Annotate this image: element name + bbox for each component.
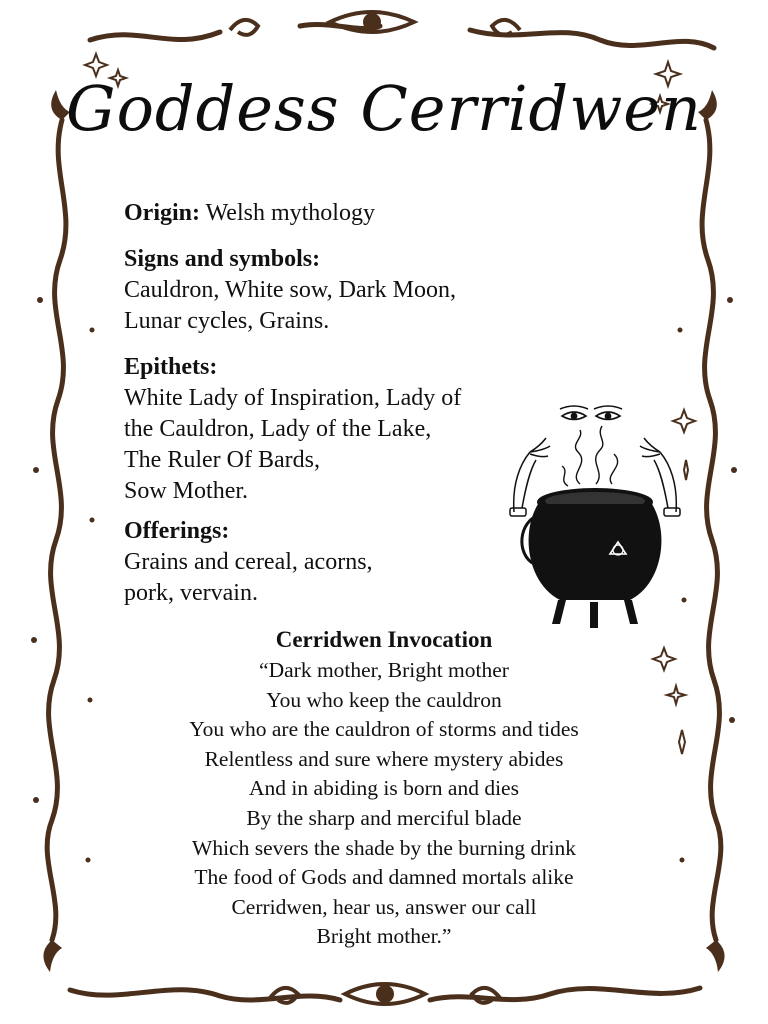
cauldron-illustration — [500, 404, 690, 634]
offerings-line: pork, vervain. — [124, 580, 258, 606]
epithets-line: The Ruler Of Bards, — [124, 447, 320, 473]
offerings-line: Grains and cereal, acorns, — [124, 549, 373, 575]
invocation-line: You who are the cauldron of storms and tides — [189, 717, 579, 742]
invocation-line: Which severs the shade by the burning drink — [192, 835, 576, 860]
page-title: Goddess Cerridwen — [66, 72, 702, 145]
invocation-line: And in abiding is born and dies — [249, 776, 519, 801]
invocation-section — [0, 624, 768, 952]
invocation-title: Cerridwen Invocation — [275, 627, 493, 652]
origin-label: Origin: — [124, 200, 200, 226]
steam-icon — [562, 426, 618, 486]
offerings-heading: Offerings: — [124, 518, 230, 544]
invocation-line: The food of Gods and damned mortals alike — [194, 865, 574, 890]
invocation-line: Relentless and sure where mystery abides — [204, 746, 564, 771]
epithets-line: Sow Mother. — [124, 478, 249, 504]
signs-heading: Signs and symbols: — [124, 246, 321, 272]
origin-section — [124, 198, 375, 229]
epithets-section — [124, 352, 461, 507]
epithets-heading: Epithets: — [124, 354, 218, 380]
invocation-line: You who keep the cauldron — [266, 687, 502, 712]
invocation-line: “Dark mother, Bright mother — [259, 658, 509, 682]
epithets-line: the Cauldron, Lady of the Lake, — [124, 416, 432, 442]
cauldron-pot-icon — [522, 488, 662, 628]
invocation-line: By the sharp and merciful blade — [246, 805, 522, 830]
invocation-line: Cerridwen, hear us, answer our call — [231, 894, 537, 919]
signs-line: Cauldron, White sow, Dark Moon, — [124, 277, 456, 303]
origin-value: Welsh mythology — [205, 200, 375, 226]
signs-section — [124, 244, 456, 337]
invocation-line: Bright mother.” — [316, 924, 452, 949]
offerings-section — [124, 516, 373, 609]
epithets-line: White Lady of Inspiration, Lady of — [124, 385, 462, 411]
eyes-icon — [560, 406, 622, 420]
signs-line: Lunar cycles, Grains. — [124, 308, 330, 334]
